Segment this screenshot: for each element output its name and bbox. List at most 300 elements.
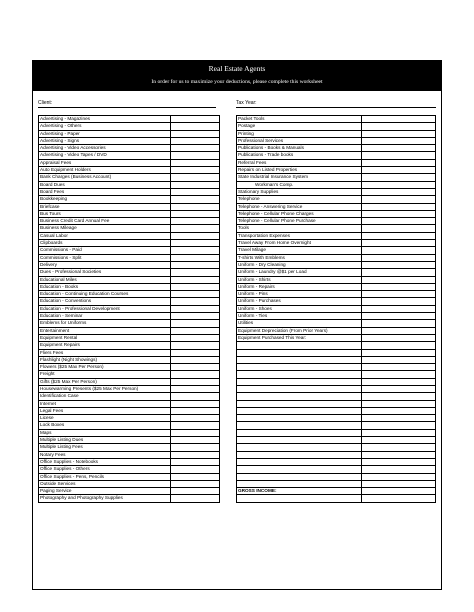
- amount-cell[interactable]: [362, 218, 436, 224]
- expense-row: [237, 379, 436, 386]
- header-bar: [33, 61, 441, 91]
- amount-cell[interactable]: [171, 116, 220, 122]
- amount-cell[interactable]: [171, 313, 220, 319]
- expense-label: [237, 364, 362, 370]
- expense-label: Packet Tools: [237, 116, 362, 122]
- expense-label: Advertising - Video Accessories: [39, 145, 171, 151]
- expense-row: [237, 444, 436, 451]
- amount-cell[interactable]: [362, 350, 436, 356]
- expense-row: [39, 167, 220, 174]
- expense-label: Advertising - Paper: [39, 131, 171, 137]
- expense-row: [237, 167, 436, 174]
- expense-label: Workman's Comp.: [237, 182, 362, 188]
- expense-label: [237, 444, 362, 450]
- expense-row: [39, 277, 220, 284]
- expense-row: [39, 459, 220, 466]
- expense-label: Flowers ($25 Max Per Person): [39, 364, 171, 370]
- expense-row: [39, 269, 220, 276]
- expense-label: Professional Services: [237, 138, 362, 144]
- amount-cell[interactable]: [362, 401, 436, 407]
- expense-label: Education - Seminar: [39, 313, 171, 319]
- amount-cell[interactable]: [362, 291, 436, 297]
- amount-cell[interactable]: [171, 167, 220, 173]
- expense-label: [237, 495, 362, 501]
- expense-row: [39, 444, 220, 451]
- expense-label: [237, 357, 362, 363]
- expense-row: [237, 291, 436, 298]
- left-expense-column: [38, 115, 220, 503]
- amount-cell[interactable]: [171, 284, 220, 290]
- expense-label: Uniform - Repairs: [237, 284, 362, 290]
- amount-cell[interactable]: [362, 277, 436, 283]
- expense-row: [237, 240, 436, 247]
- amount-cell[interactable]: [362, 167, 436, 173]
- expense-label: [237, 401, 362, 407]
- expense-row: [39, 247, 220, 254]
- amount-cell[interactable]: [171, 415, 220, 421]
- expense-label: [237, 437, 362, 443]
- expense-row: [39, 211, 220, 218]
- expense-row: [237, 328, 436, 335]
- expense-row: [39, 408, 220, 415]
- amount-cell[interactable]: [171, 255, 220, 261]
- expense-label: [237, 393, 362, 399]
- expense-label: [237, 481, 362, 487]
- expense-label: Uniform - Laundry @$1 per Load: [237, 269, 362, 275]
- expense-row: [39, 430, 220, 437]
- expense-label: State Industrial Insurance System: [237, 174, 362, 180]
- amount-cell[interactable]: [171, 364, 220, 370]
- amount-cell[interactable]: [171, 189, 220, 195]
- expense-label: Identification Case: [39, 393, 171, 399]
- expense-row: [39, 364, 220, 371]
- amount-cell[interactable]: [171, 174, 220, 180]
- amount-cell[interactable]: [362, 160, 436, 166]
- expense-row: [237, 488, 436, 495]
- expense-label: Notary Fees: [39, 452, 171, 458]
- expense-row: [237, 269, 436, 276]
- amount-cell[interactable]: [362, 335, 436, 341]
- expense-label: GROSS INCOME:: [237, 488, 362, 494]
- expense-row: [39, 474, 220, 481]
- amount-cell[interactable]: [171, 262, 220, 268]
- amount-cell[interactable]: [362, 379, 436, 385]
- expense-label: [237, 474, 362, 480]
- expense-label: Travel Away From Home Overnight: [237, 240, 362, 246]
- amount-cell[interactable]: [362, 364, 436, 370]
- expense-row: [237, 131, 436, 138]
- expense-row: [39, 116, 220, 123]
- expense-row: [237, 393, 436, 400]
- expense-row: [39, 452, 220, 459]
- expense-row: [39, 160, 220, 167]
- expense-row: [237, 196, 436, 203]
- expense-label: Internet: [39, 401, 171, 407]
- amount-cell[interactable]: [171, 342, 220, 348]
- amount-cell[interactable]: [171, 437, 220, 443]
- amount-cell[interactable]: [171, 495, 220, 501]
- expense-label: Housewarming Presents ($25 Max Per Person): [39, 386, 171, 392]
- amount-cell[interactable]: [171, 291, 220, 297]
- expense-row: [237, 371, 436, 378]
- amount-cell[interactable]: [171, 247, 220, 253]
- expense-row: [39, 466, 220, 473]
- amount-cell[interactable]: [171, 306, 220, 312]
- amount-cell[interactable]: [362, 182, 436, 188]
- expense-row: [39, 131, 220, 138]
- expense-row: [39, 401, 220, 408]
- amount-cell[interactable]: [171, 459, 220, 465]
- amount-cell[interactable]: [362, 481, 436, 487]
- worksheet-instructions: In order for us to maximize your deductions, please complete this worksheet: [151, 79, 323, 85]
- expense-row: [39, 225, 220, 232]
- expense-label: Gifts ($25 Max Per Person): [39, 379, 171, 385]
- amount-cell[interactable]: [362, 131, 436, 137]
- expense-label: Uniform - Dry Cleaning: [237, 262, 362, 268]
- amount-cell[interactable]: [171, 401, 220, 407]
- amount-cell[interactable]: [362, 284, 436, 290]
- expense-label: Board Dues: [39, 182, 171, 188]
- expense-label: Equipment Depreciation (From Prior Years): [237, 328, 362, 334]
- expense-label: Publications - Books & Manuals: [237, 145, 362, 151]
- expense-row: [39, 393, 220, 400]
- expense-row: [39, 204, 220, 211]
- expense-label: Stationary Supplies: [237, 189, 362, 195]
- amount-cell[interactable]: [171, 123, 220, 129]
- amount-cell[interactable]: [362, 393, 436, 399]
- expense-row: [237, 459, 436, 466]
- expense-label: Advertising - Others: [39, 123, 171, 129]
- expense-row: [39, 422, 220, 429]
- expense-row: [237, 408, 436, 415]
- expense-row: [39, 145, 220, 152]
- expense-row: [237, 145, 436, 152]
- expense-label: Briefcase: [39, 204, 171, 210]
- expense-row: [39, 488, 220, 495]
- expense-row: [237, 138, 436, 145]
- expense-label: Uniform - Shirts: [237, 277, 362, 283]
- expense-label: Multiple Listing Dues: [39, 437, 171, 443]
- expense-row: [237, 495, 436, 502]
- expense-label: Printing: [237, 131, 362, 137]
- amount-cell[interactable]: [171, 145, 220, 151]
- expense-label: [237, 452, 362, 458]
- expense-label: Dues - Professional Societies: [39, 269, 171, 275]
- amount-cell[interactable]: [362, 233, 436, 239]
- expense-label: Education - Professional Development: [39, 306, 171, 312]
- amount-cell[interactable]: [362, 342, 436, 348]
- amount-cell[interactable]: [362, 240, 436, 246]
- expense-row: [39, 255, 220, 262]
- amount-cell[interactable]: [362, 145, 436, 151]
- expense-label: Entertainment: [39, 328, 171, 334]
- expense-label: Clipboards: [39, 240, 171, 246]
- amount-cell[interactable]: [171, 269, 220, 275]
- amount-cell[interactable]: [171, 240, 220, 246]
- amount-cell[interactable]: [362, 306, 436, 312]
- expense-label: Education - Books: [39, 284, 171, 290]
- expense-label: Appraisal Fees: [39, 160, 171, 166]
- expense-row: [39, 240, 220, 247]
- expense-row: [237, 189, 436, 196]
- amount-cell[interactable]: [362, 422, 436, 428]
- amount-cell[interactable]: [171, 357, 220, 363]
- client-field[interactable]: [38, 99, 216, 108]
- amount-cell[interactable]: [171, 371, 220, 377]
- expense-row: [39, 218, 220, 225]
- expense-label: Uniform - Purchases: [237, 298, 362, 304]
- expense-row: [237, 401, 436, 408]
- expense-row: [237, 174, 436, 181]
- amount-cell[interactable]: [171, 218, 220, 224]
- amount-cell[interactable]: [362, 123, 436, 129]
- expense-label: Tools: [237, 225, 362, 231]
- amount-cell[interactable]: [362, 116, 436, 122]
- amount-cell[interactable]: [362, 408, 436, 414]
- amount-cell[interactable]: [362, 211, 436, 217]
- expense-row: [39, 371, 220, 378]
- amount-cell[interactable]: [171, 138, 220, 144]
- amount-cell[interactable]: [362, 269, 436, 275]
- expense-label: Business Credit Card Annual Fee: [39, 218, 171, 224]
- expense-label: Referral Fees: [237, 160, 362, 166]
- expense-row: [237, 182, 436, 189]
- amount-cell[interactable]: [171, 277, 220, 283]
- amount-cell[interactable]: [171, 182, 220, 188]
- expense-row: [237, 474, 436, 481]
- expense-row: [39, 335, 220, 342]
- amount-cell[interactable]: [171, 408, 220, 414]
- amount-cell[interactable]: [171, 160, 220, 166]
- expense-label: Equipment Repairs: [39, 342, 171, 348]
- expense-label: Telephone - Answering Service: [237, 204, 362, 210]
- expense-row: [237, 335, 436, 342]
- amount-cell[interactable]: [362, 204, 436, 210]
- expense-row: [39, 138, 220, 145]
- expense-label: [237, 459, 362, 465]
- amount-cell[interactable]: [362, 386, 436, 392]
- amount-cell[interactable]: [362, 452, 436, 458]
- expense-row: [39, 262, 220, 269]
- amount-cell[interactable]: [171, 204, 220, 210]
- expense-row: [237, 357, 436, 364]
- expense-label: Office Supplies - Notebooks: [39, 459, 171, 465]
- expense-label: Multiple Listing Fees: [39, 444, 171, 450]
- expense-row: [237, 211, 436, 218]
- expense-row: [39, 298, 220, 305]
- expense-label: Uniform - Pins: [237, 291, 362, 297]
- expense-row: [39, 306, 220, 313]
- expense-row: [237, 430, 436, 437]
- expense-label: Maps: [39, 430, 171, 436]
- amount-cell[interactable]: [171, 430, 220, 436]
- expense-row: [39, 174, 220, 181]
- expense-row: [237, 386, 436, 393]
- amount-cell[interactable]: [362, 328, 436, 334]
- expense-row: [237, 452, 436, 459]
- amount-cell[interactable]: [362, 488, 436, 494]
- amount-cell[interactable]: [171, 474, 220, 480]
- amount-cell[interactable]: [362, 255, 436, 261]
- expense-label: Telephone - Cellular Phone Purchase: [237, 218, 362, 224]
- expense-label: Education - Conventions: [39, 298, 171, 304]
- expense-row: [237, 233, 436, 240]
- amount-cell[interactable]: [362, 196, 436, 202]
- expense-row: [237, 152, 436, 159]
- amount-cell[interactable]: [171, 444, 220, 450]
- expense-label: Flashlight (Night Showings): [39, 357, 171, 363]
- amount-cell[interactable]: [171, 298, 220, 304]
- expense-label: Office Supplies - Others: [39, 466, 171, 472]
- expense-row: [237, 284, 436, 291]
- expense-label: Fliers Fees: [39, 350, 171, 356]
- expense-label: Business Mileage: [39, 225, 171, 231]
- amount-cell[interactable]: [362, 189, 436, 195]
- expense-row: [237, 350, 436, 357]
- expense-label: Telephone - Cellular Phone Charges: [237, 211, 362, 217]
- amount-cell[interactable]: [362, 262, 436, 268]
- amount-cell[interactable]: [171, 379, 220, 385]
- expense-row: [39, 320, 220, 327]
- amount-cell[interactable]: [362, 371, 436, 377]
- expense-row: [39, 342, 220, 349]
- amount-cell[interactable]: [171, 320, 220, 326]
- expense-label: Bookkeeping: [39, 196, 171, 202]
- expense-label: [237, 379, 362, 385]
- expense-row: [39, 152, 220, 159]
- amount-cell[interactable]: [362, 466, 436, 472]
- expense-label: Freight: [39, 371, 171, 377]
- expense-label: Legal Fees: [39, 408, 171, 414]
- expense-label: Board Fees: [39, 189, 171, 195]
- amount-cell[interactable]: [362, 138, 436, 144]
- expense-label: Advertising - Magazines: [39, 116, 171, 122]
- expense-row: [39, 233, 220, 240]
- expense-label: Bus Tours: [39, 211, 171, 217]
- amount-cell[interactable]: [362, 152, 436, 158]
- amount-cell[interactable]: [171, 131, 220, 137]
- amount-cell[interactable]: [171, 350, 220, 356]
- amount-cell[interactable]: [362, 495, 436, 501]
- expense-row: [39, 481, 220, 488]
- expense-row: [237, 225, 436, 232]
- expense-label: Licese: [39, 415, 171, 421]
- expense-row: [237, 262, 436, 269]
- expense-label: Bank Charges (Business Account): [39, 174, 171, 180]
- expense-label: Utilities: [237, 320, 362, 326]
- amount-cell[interactable]: [171, 335, 220, 341]
- expense-label: Photography and Photography Supplies: [39, 495, 171, 501]
- expense-row: [39, 284, 220, 291]
- amount-cell[interactable]: [362, 298, 436, 304]
- amount-cell[interactable]: [362, 459, 436, 465]
- amount-cell[interactable]: [362, 174, 436, 180]
- expense-label: Emblems for Uniforms: [39, 320, 171, 326]
- amount-cell[interactable]: [171, 225, 220, 231]
- amount-cell[interactable]: [362, 437, 436, 443]
- expense-row: [237, 306, 436, 313]
- expense-row: [237, 320, 436, 327]
- client-label: Client:: [38, 100, 53, 106]
- expense-row: [237, 313, 436, 320]
- expense-label: Telephone: [237, 196, 362, 202]
- amount-cell[interactable]: [171, 211, 220, 217]
- amount-cell[interactable]: [362, 430, 436, 436]
- worksheet: [32, 60, 442, 590]
- amount-cell[interactable]: [362, 415, 436, 421]
- expense-label: Postage: [237, 123, 362, 129]
- worksheet-title: Real Estate Agents: [208, 64, 266, 73]
- amount-cell[interactable]: [171, 196, 220, 202]
- expense-label: Educational Miles: [39, 277, 171, 283]
- expense-row: [39, 350, 220, 357]
- expense-label: [237, 386, 362, 392]
- expense-label: Advertising - Video Tapes / DVD: [39, 152, 171, 158]
- expense-label: Travel Milage: [237, 247, 362, 253]
- expense-row: [39, 437, 220, 444]
- amount-cell[interactable]: [171, 488, 220, 494]
- amount-cell[interactable]: [362, 474, 436, 480]
- amount-cell[interactable]: [171, 452, 220, 458]
- expense-label: Repairs on Listed Properties: [237, 167, 362, 173]
- expense-row: [237, 437, 436, 444]
- expense-row: [39, 357, 220, 364]
- expense-label: Auto Equipment Holders: [39, 167, 171, 173]
- amount-cell[interactable]: [171, 422, 220, 428]
- amount-cell[interactable]: [171, 481, 220, 487]
- expense-row: [237, 255, 436, 262]
- expense-row: [237, 247, 436, 254]
- expense-row: [39, 495, 220, 502]
- expense-label: [237, 466, 362, 472]
- amount-cell[interactable]: [171, 152, 220, 158]
- expense-label: Commissions - Split: [39, 255, 171, 261]
- expense-row: [39, 415, 220, 422]
- expense-label: Equipment Rental: [39, 335, 171, 341]
- expense-label: [237, 350, 362, 356]
- amount-cell[interactable]: [171, 393, 220, 399]
- expense-label: T-shirts With Emblems: [237, 255, 362, 261]
- expense-label: Casual Labor: [39, 233, 171, 239]
- expense-row: [237, 466, 436, 473]
- expense-label: [237, 408, 362, 414]
- amount-cell[interactable]: [171, 386, 220, 392]
- expense-label: Office Supplies - Pens, Pencils: [39, 474, 171, 480]
- expense-row: [237, 415, 436, 422]
- tax-year-field[interactable]: [236, 99, 436, 108]
- expense-row: [39, 313, 220, 320]
- amount-cell[interactable]: [362, 357, 436, 363]
- amount-cell[interactable]: [171, 233, 220, 239]
- expense-label: Uniform - Ties: [237, 313, 362, 319]
- amount-cell[interactable]: [362, 313, 436, 319]
- expense-row: [237, 481, 436, 488]
- expense-row: [237, 204, 436, 211]
- expense-label: Lock Boxes: [39, 422, 171, 428]
- amount-cell[interactable]: [171, 328, 220, 334]
- tax-year-label: Tax Year:: [236, 100, 257, 106]
- expense-row: [39, 379, 220, 386]
- amount-cell[interactable]: [362, 247, 436, 253]
- amount-cell[interactable]: [362, 225, 436, 231]
- amount-cell[interactable]: [171, 466, 220, 472]
- amount-cell[interactable]: [362, 320, 436, 326]
- expense-row: [237, 123, 436, 130]
- expense-label: Advertising - Signs: [39, 138, 171, 144]
- amount-cell[interactable]: [362, 444, 436, 450]
- expense-row: [237, 116, 436, 123]
- expense-label: Outside Services: [39, 481, 171, 487]
